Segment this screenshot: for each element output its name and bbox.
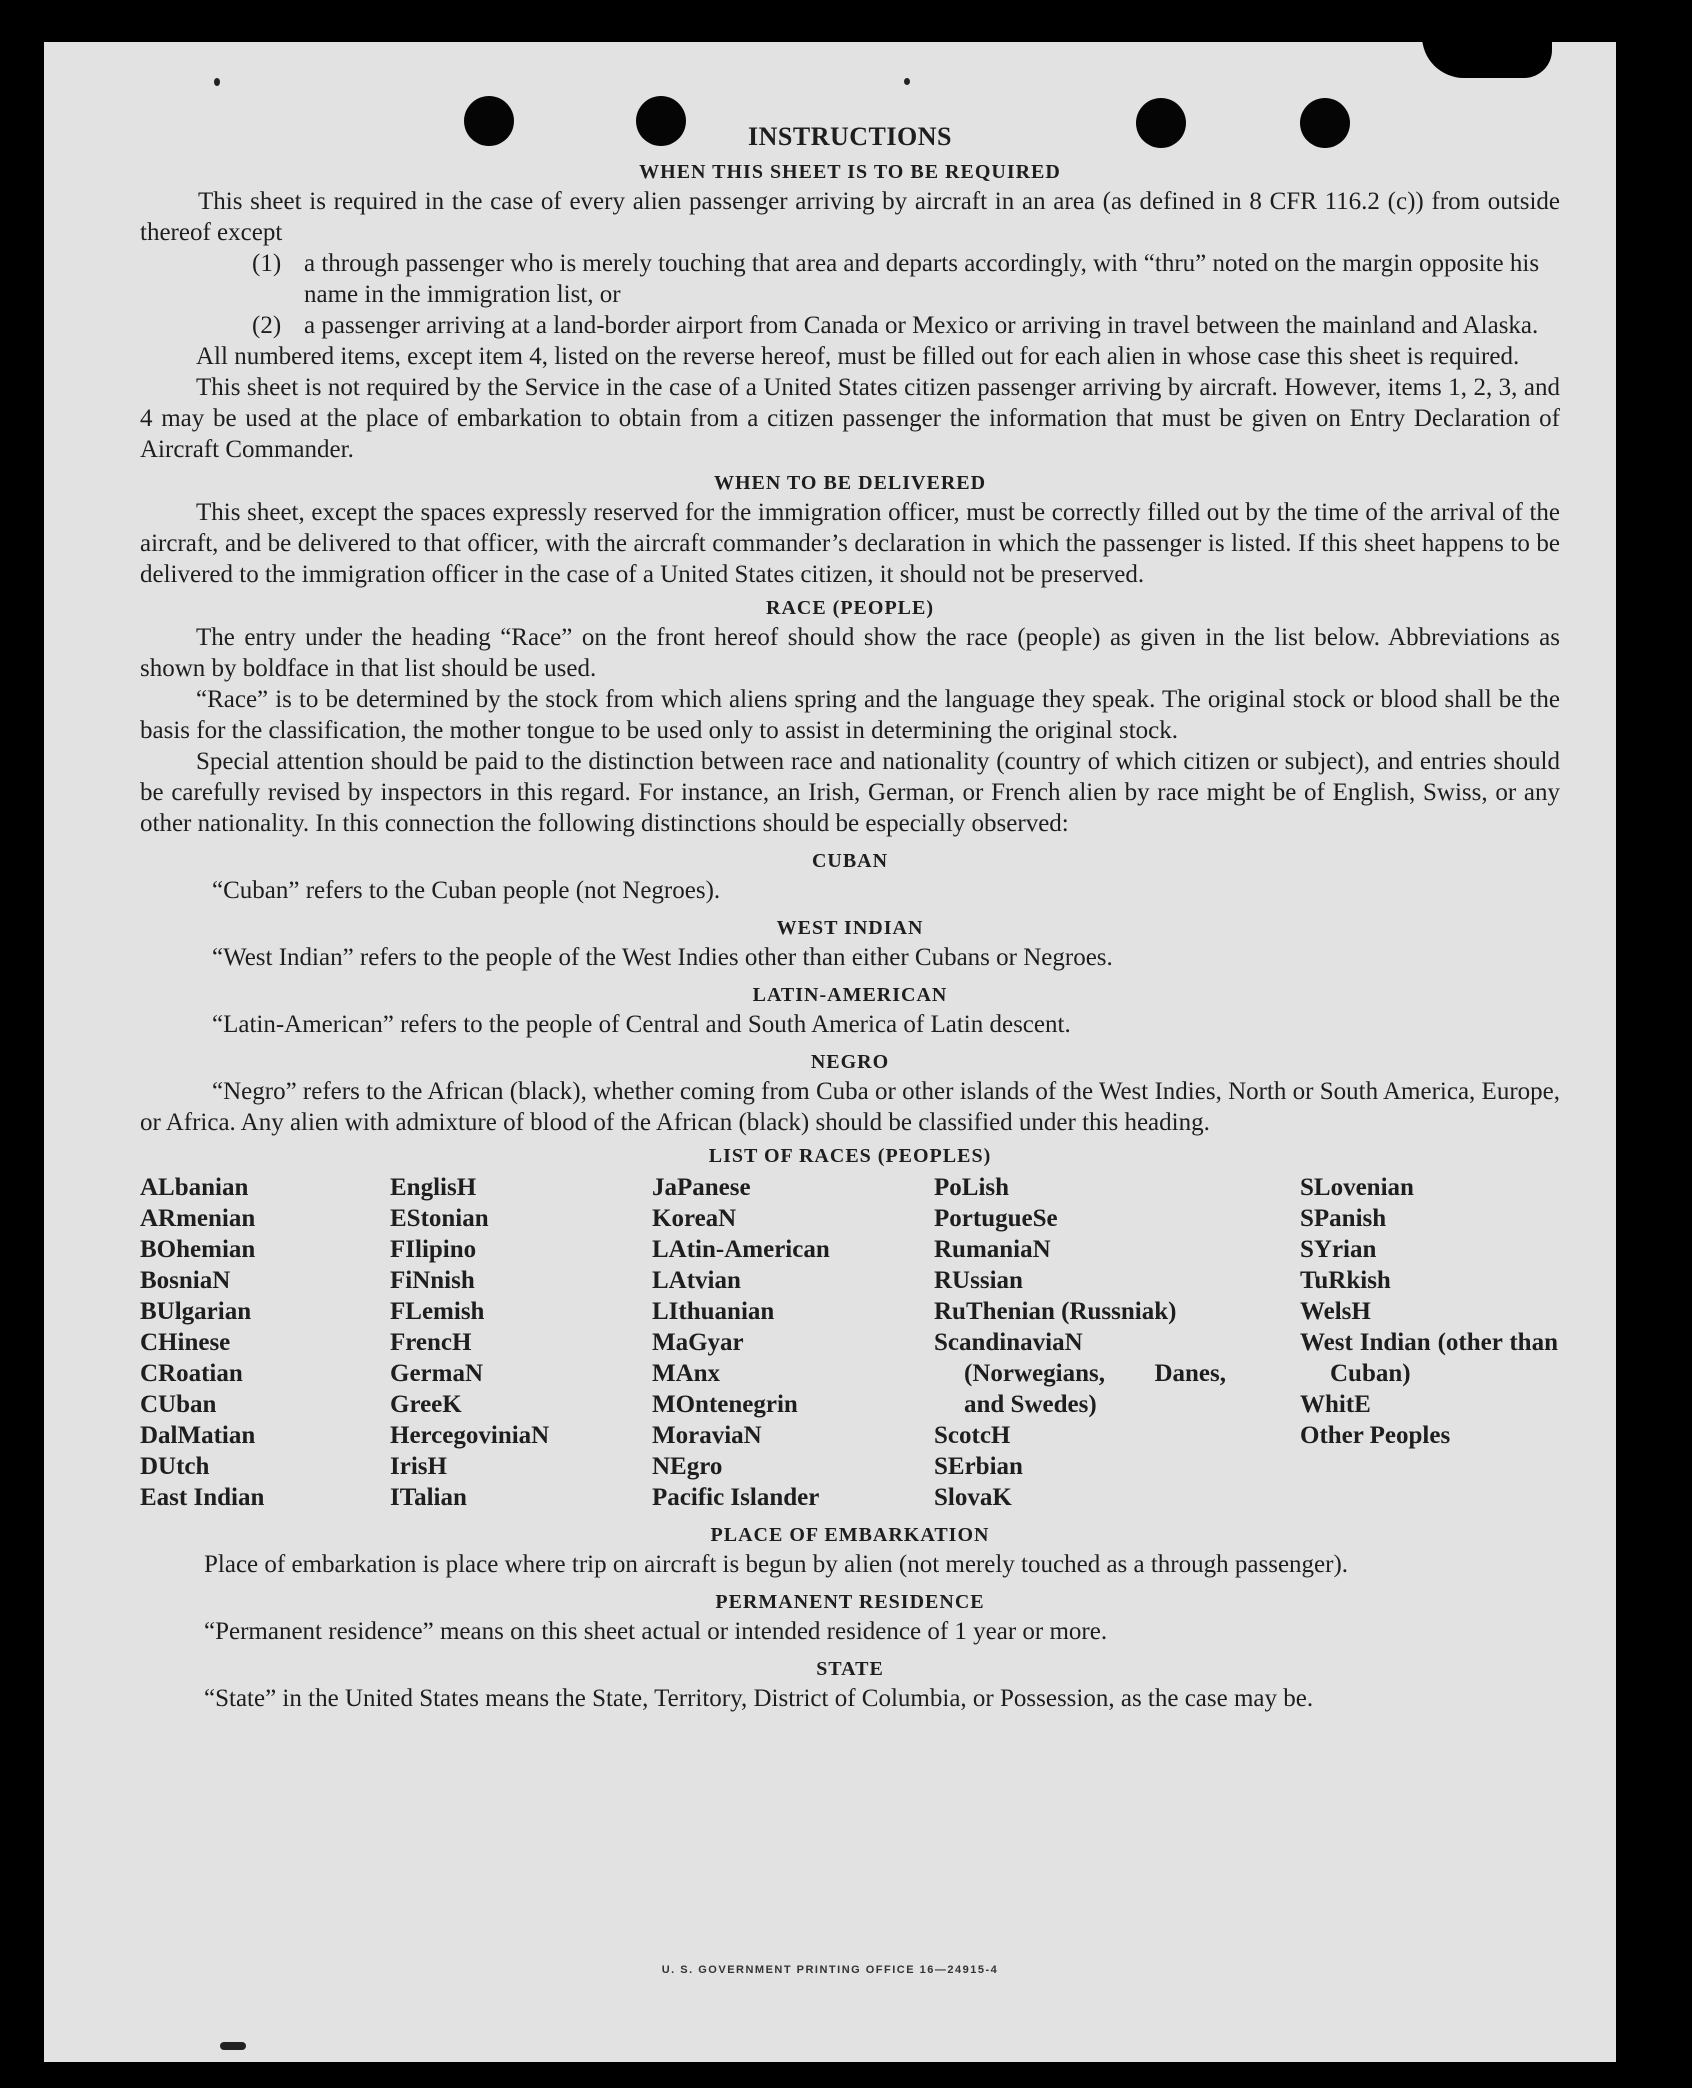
race-entry: BosniaN (140, 1267, 231, 1294)
races-column-4 (934, 1172, 1226, 1513)
section-heading: WEST INDIAN (776, 917, 924, 939)
race-entry: FrencH (390, 1329, 472, 1356)
race-entry: JaPanese (652, 1174, 751, 1201)
race-entry: RUssian (934, 1267, 1023, 1294)
ink-speck (220, 2042, 246, 2050)
races-column-5 (1300, 1172, 1558, 1513)
race-entry: CUban (140, 1391, 217, 1418)
races-column-1 (140, 1172, 390, 1513)
item-text: a passenger arriving at a land-border airport from Canada or Mexico or arriving in travel between the mainland and Alaska. (304, 312, 1539, 339)
exception-item (252, 248, 1560, 310)
race-entry: PortugueSe (934, 1205, 1058, 1232)
race-entry: MOntenegrin (652, 1391, 798, 1418)
race-entry: MoraviaN (652, 1422, 762, 1449)
race-entry: LAtvian (652, 1267, 741, 1294)
race-entry: East Indian (140, 1484, 265, 1511)
paragraph: This sheet is required in the case of every alien passenger arriving by aircraft in an area (as defined in 8 CFR 116.2 (c)) from outside thereof except (140, 188, 1560, 246)
paragraph: This sheet is not required by the Service in the case of a United States citizen passenger arriving by aircraft. However, items 1, 2, 3, and 4 may be used at the place of embarkation to obtain from a citizen passenger the information that must be given on Entry Declaration of Aircraft Commander. (140, 374, 1560, 463)
section-heading: NEGRO (810, 1051, 890, 1073)
section-heading: LATIN-AMERICAN (752, 984, 948, 1006)
race-entry: CHinese (140, 1329, 231, 1356)
race-entry: BOhemian (140, 1236, 256, 1263)
race-entry: ITalian (390, 1484, 467, 1511)
race-entry: MaGyar (652, 1329, 744, 1356)
paragraph: Place of embarkation is place where trip on aircraft is begun by alien (not merely touched as a through passenger). (204, 1551, 1349, 1578)
section-heading: CUBAN (811, 850, 889, 872)
races-column-2 (390, 1172, 652, 1513)
item-text: a through passenger who is merely touching that area and departs accordingly, with “thru” noted on the margin opposite his name in the immigration list, or (304, 250, 1540, 308)
races-column-3 (652, 1172, 934, 1513)
section-heading: PERMANENT RESIDENCE (715, 1591, 985, 1613)
paragraph: This sheet, except the spaces expressly reserved for the immigration officer, must be correctly filled out by the time of the arrival of the aircraft, and be delivered to that officer, with the aircraft commander’s declaration in which the passenger is listed. If this sheet happens to be delivered to the immigration officer in the case of a United States citizen, it should not be preserved. (140, 499, 1560, 588)
race-entry: DalMatian (140, 1422, 256, 1449)
race-entry: Other Peoples (1300, 1422, 1451, 1449)
paragraph: “Permanent residence” means on this sheet actual or intended residence of 1 year or more. (204, 1618, 1108, 1645)
section-heading: WHEN THIS SHEET IS TO BE REQUIRED (639, 161, 1061, 183)
page-title: INSTRUCTIONS (748, 122, 952, 151)
exception-item (252, 310, 1560, 341)
ink-speck (904, 78, 910, 85)
race-entry: PoLish (934, 1174, 1010, 1201)
race-entry: HercegoviniaN (390, 1422, 550, 1449)
torn-corner (1422, 42, 1552, 78)
item-number: (1) (252, 250, 282, 277)
definition: “Latin-American” refers to the people of Central and South America of Latin descent. (212, 1011, 1071, 1038)
definition: “West Indian” refers to the people of the West Indies other than either Cubans or Negroes. (212, 944, 1113, 971)
race-entry: IrisH (390, 1453, 447, 1480)
race-entry: LIthuanian (652, 1298, 775, 1325)
definition: “Negro” refers to the African (black), whether coming from Cuba or other islands of the West Indies, North or South America, Europe, or Africa. Any alien with admixture of blood of the African (black) should be classified under this heading. (140, 1078, 1560, 1136)
race-entry: EStonian (390, 1205, 489, 1232)
race-entry: SlovaK (934, 1484, 1012, 1511)
race-entry: TuRkish (1300, 1267, 1391, 1294)
race-entry: ScotcH (934, 1422, 1011, 1449)
race-entry: ScandinaviaN (Norwegians, Danes, and Swedes) (934, 1329, 1226, 1418)
race-entry: SLovenian (1300, 1174, 1414, 1201)
race-entry: GermaN (390, 1360, 484, 1387)
race-entry: FiNnish (390, 1267, 475, 1294)
race-entry: Pacific Islander (652, 1484, 820, 1511)
race-entry: SErbian (934, 1453, 1023, 1480)
instructions-content (140, 120, 1560, 1714)
printing-office-footer: U. S. GOVERNMENT PRINTING OFFICE 16—24915-4 (661, 1964, 999, 1976)
paragraph: The entry under the heading “Race” on the front hereof should show the race (people) as given in the list below. Abbreviations as shown by boldface in that list should be used. (140, 624, 1560, 682)
paragraph: All numbered items, except item 4, listed on the reverse hereof, must be filled out for each alien in whose case this sheet is required. (196, 343, 1520, 370)
section-heading: PLACE OF EMBARKATION (710, 1524, 990, 1546)
document-page (44, 42, 1616, 2062)
race-entry: BUlgarian (140, 1298, 252, 1325)
paragraph: Special attention should be paid to the distinction between race and nationality (country of which citizen or subject), and entries should be carefully revised by inspectors in this regard. For instance, an Irish, German, or French alien by race might be of English, Swiss, or any other nationality. In this connection the following distinctions should be especially observed: (140, 748, 1560, 837)
race-entry: KoreaN (652, 1205, 737, 1232)
race-entry: SYrian (1300, 1236, 1377, 1263)
races-list (140, 1172, 1560, 1513)
item-number: (2) (252, 312, 282, 339)
race-entry: MAnx (652, 1360, 721, 1387)
race-entry: ALbanian (140, 1174, 249, 1201)
section-heading: WHEN TO BE DELIVERED (713, 472, 987, 494)
race-entry: FLemish (390, 1298, 485, 1325)
race-entry: LAtin-American (652, 1236, 830, 1263)
race-entry: RuThenian (Russniak) (934, 1298, 1177, 1325)
race-entry: RumaniaN (934, 1236, 1051, 1263)
race-entry: EnglisH (390, 1174, 477, 1201)
paragraph: “State” in the United States means the State, Territory, District of Columbia, or Possession, as the case may be. (204, 1685, 1314, 1712)
paragraph: “Race” is to be determined by the stock from which aliens spring and the language they speak. The original stock or blood shall be the basis for the classification, the mother tongue to be used only to assist in determining the original stock. (140, 686, 1560, 744)
race-entry: WelsH (1300, 1298, 1371, 1325)
race-entry: NEgro (652, 1453, 723, 1480)
race-entry: CRoatian (140, 1360, 243, 1387)
race-entry: WhitE (1300, 1391, 1371, 1418)
section-heading: RACE (PEOPLE) (766, 597, 934, 619)
section-heading: LIST OF RACES (PEOPLES) (708, 1145, 992, 1167)
race-entry: SPanish (1300, 1205, 1387, 1232)
race-entry: FIlipino (390, 1236, 477, 1263)
race-entry: DUtch (140, 1453, 210, 1480)
race-entry: ARmenian (140, 1205, 256, 1232)
ink-speck (214, 78, 220, 86)
definition: “Cuban” refers to the Cuban people (not Negroes). (212, 877, 721, 904)
section-heading: STATE (816, 1658, 884, 1680)
race-entry: GreeK (390, 1391, 462, 1418)
race-entry: West Indian (other than Cuban) (1300, 1329, 1558, 1387)
